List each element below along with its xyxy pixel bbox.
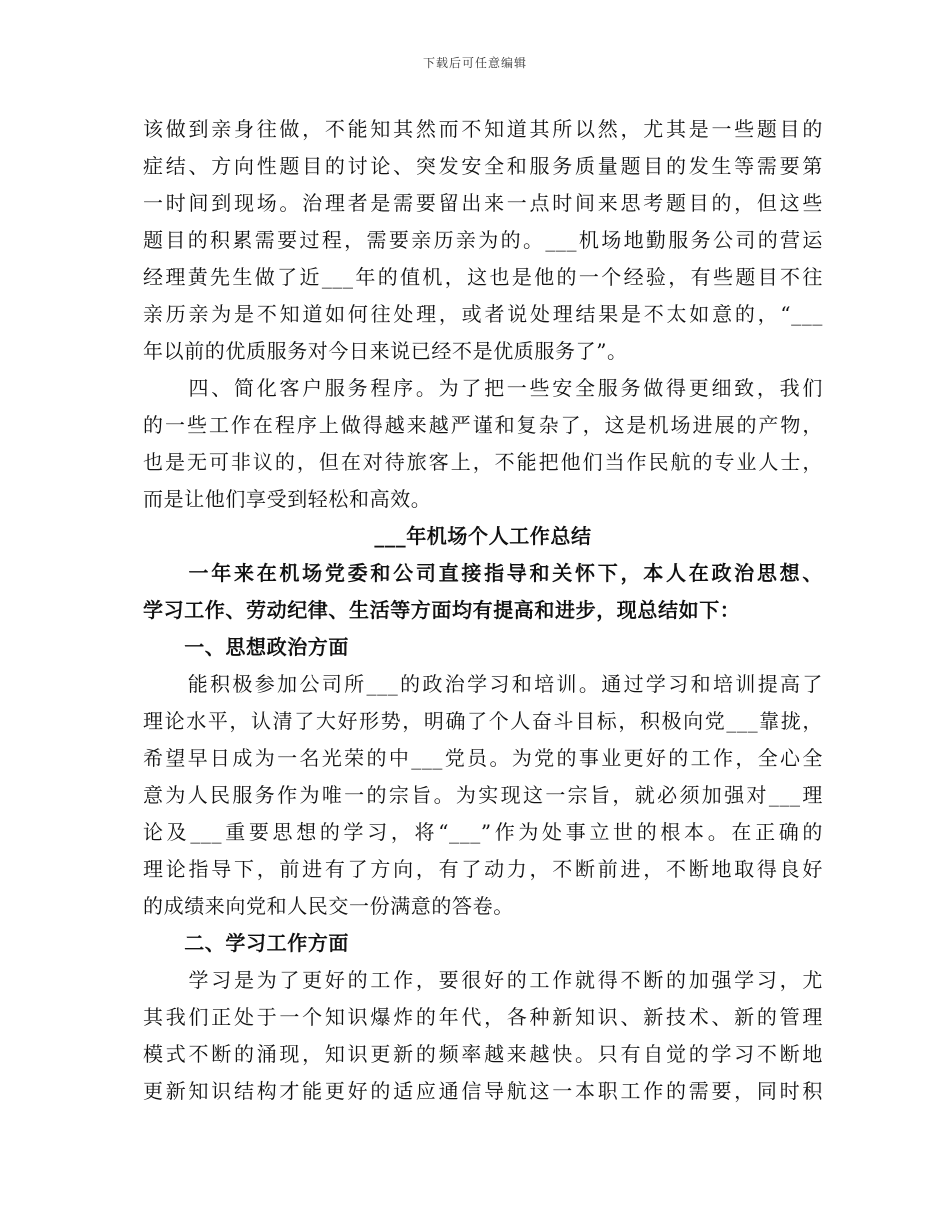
paragraph-line: 意为人民服务作为唯一的宗旨。为实现这一宗旨，就必须加强对___理	[143, 783, 823, 807]
paragraph-line: 更新知识结构才能更好的适应通信导航这一本职工作的需要，同时积	[143, 1079, 823, 1103]
paragraph-line: 希望早日成为一名光荣的中___党员。为党的事业更好的工作，全心全	[143, 746, 823, 770]
paragraph-line: 的成绩来向党和人民交一份满意的答卷。	[143, 894, 514, 918]
paragraph-line: 该做到亲身往做，不能知其然而不知道其所以然，尤其是一些题目的	[143, 117, 823, 141]
paragraph-line: 的一些工作在程序上做得越来越严谨和复杂了，这是机场进展的产物，	[143, 413, 823, 437]
paragraph-line: 论及___重要思想的学习，将“___”作为处事立世的根本。在正确的	[143, 820, 823, 844]
paragraph-line: 四、简化客户服务程序。为了把一些安全服务做得更细致，我们	[143, 376, 823, 400]
subsection-heading: 二、学习工作方面	[143, 931, 349, 955]
paragraph-line: 理论指导下，前进有了方向，有了动力，不断前进，不断地取得良好	[143, 857, 823, 881]
document-body	[143, 111, 823, 1110]
intro-line: 一年来在机场党委和公司直接指导和关怀下，本人在政治思想、	[143, 561, 823, 585]
paragraph-line: 也是无可非议的，但在对待旅客上，不能把他们当作民航的专业人士，	[143, 450, 823, 474]
paragraph-line: 症结、方向性题目的讨论、突发安全和服务质量题目的发生等需要第	[143, 154, 823, 178]
paragraph-line: 其我们正处于一个知识爆炸的年代，各种新知识、新技术、新的管理	[143, 1005, 823, 1029]
header-note: 下载后可任意编辑	[422, 56, 527, 70]
section-title: ___年机场个人工作总结	[374, 524, 592, 548]
paragraph-line: 模式不断的涌现，知识更新的频率越来越快。只有自觉的学习不断地	[143, 1042, 823, 1066]
paragraph-line: 年以前的优质服务对今日来说已经不是优质服务了”。	[143, 339, 628, 363]
paragraph-line: 题目的积累需要过程，需要亲历亲为的。___机场地勤服务公司的营运	[143, 228, 823, 252]
paragraph-line: 理论水平，认清了大好形势，明确了个人奋斗目标，积极向党___靠拢，	[143, 709, 823, 733]
paragraph-line: 亲历亲为是不知道如何往处理，或者说处理结果是不太如意的，“___	[143, 302, 823, 326]
paragraph-line: 能积极参加公司所___的政治学习和培训。通过学习和培训提高了	[143, 672, 823, 696]
paragraph-line: 而是让他们享受到轻松和高效。	[143, 487, 432, 511]
paragraph-line: 一时间到现场。治理者是需要留出来一点时间来思考题目的，但这些	[143, 191, 823, 215]
subsection-heading: 一、思想政治方面	[143, 635, 349, 659]
paragraph-line: 经理黄先生做了近___年的值机，这也是他的一个经验，有些题目不往	[143, 265, 823, 289]
paragraph-line: 学习是为了更好的工作，要很好的工作就得不断的加强学习，尤	[143, 968, 823, 992]
intro-line: 学习工作、劳动纪律、生活等方面均有提高和进步，现总结如下：	[143, 598, 741, 622]
